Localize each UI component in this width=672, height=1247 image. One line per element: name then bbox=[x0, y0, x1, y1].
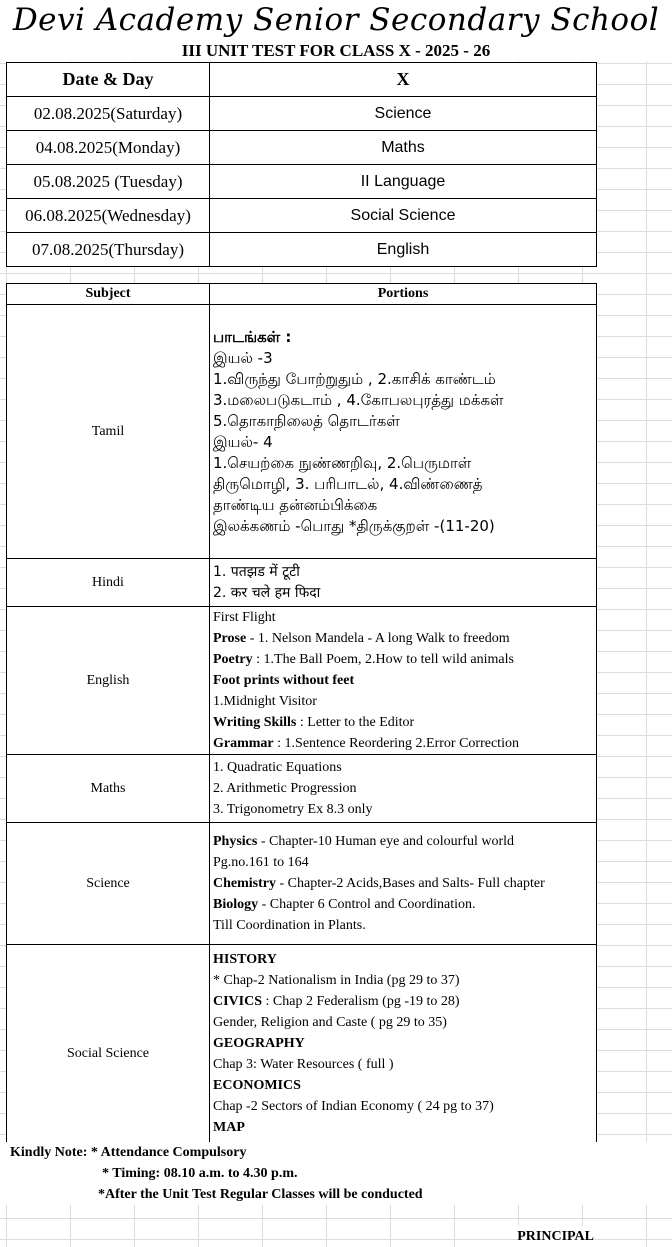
section-label: Poetry bbox=[213, 652, 253, 667]
portion-content bbox=[210, 755, 597, 823]
portion-line: Till Coordination in Plants. bbox=[213, 918, 366, 933]
portion-line bbox=[213, 712, 596, 733]
portion-row-tamil bbox=[7, 305, 597, 559]
section-text: - Chapter-10 Human eye and colourful world bbox=[257, 834, 515, 849]
date-day-header: Date & Day bbox=[7, 63, 210, 97]
subject-name: Hindi bbox=[7, 559, 210, 607]
portion-line: Chap -2 Sectors of Indian Economy ( 24 pg to 37) bbox=[213, 1098, 494, 1114]
portion-line: 1.Midnight Visitor bbox=[213, 694, 317, 709]
portion-line: 1. पतझड में टूटी bbox=[213, 563, 300, 580]
exam-date: 02.08.2025(Saturday) bbox=[7, 97, 210, 131]
portion-content bbox=[210, 945, 597, 1163]
portion-row-science bbox=[7, 823, 597, 945]
portion-line bbox=[213, 649, 596, 670]
portion-row-hindi bbox=[7, 559, 597, 607]
portions-header-row bbox=[7, 284, 597, 305]
table-row bbox=[7, 233, 597, 267]
section-label: Chemistry bbox=[213, 876, 276, 891]
portion-line: 2. Arithmetic Progression bbox=[213, 781, 357, 796]
notes-section bbox=[0, 1142, 672, 1205]
portion-line: 1.விருந்து போற்றுதும் , 2.காசிக் காண்டம் bbox=[213, 369, 496, 388]
exam-date: 06.08.2025(Wednesday) bbox=[7, 199, 210, 233]
exam-schedule-table bbox=[6, 62, 597, 267]
subject-name: Maths bbox=[7, 755, 210, 823]
portions-table bbox=[6, 283, 597, 1163]
section-text: - Chapter-2 Acids,Bases and Salts- Full chapter bbox=[276, 876, 545, 891]
portion-line bbox=[213, 831, 596, 852]
portion-line: இயல்- 4 bbox=[213, 432, 273, 451]
section-label: HISTORY bbox=[213, 951, 277, 967]
section-text: : Letter to the Editor bbox=[296, 715, 415, 730]
section-label: Grammar bbox=[213, 736, 274, 751]
exam-date: 05.08.2025 (Tuesday) bbox=[7, 165, 210, 199]
portion-line: 1. Quadratic Equations bbox=[213, 760, 342, 775]
portion-content bbox=[210, 607, 597, 755]
portion-line bbox=[213, 1033, 596, 1054]
portion-line: 5.தொகாநிலைத் தொடர்கள் bbox=[213, 411, 400, 430]
subject-name: English bbox=[7, 607, 210, 755]
subject-name: Tamil bbox=[7, 305, 210, 559]
subject-name: Science bbox=[7, 823, 210, 945]
portion-line bbox=[213, 1117, 596, 1138]
portion-line bbox=[213, 991, 596, 1012]
schedule-header-row bbox=[7, 63, 597, 97]
portion-row-social-science bbox=[7, 945, 597, 1163]
portion-line bbox=[213, 894, 596, 915]
section-label: Prose bbox=[213, 631, 247, 646]
table-row bbox=[7, 97, 597, 131]
exam-subject: II Language bbox=[210, 165, 597, 199]
table-row bbox=[7, 165, 597, 199]
section-label: CIVICS bbox=[213, 993, 263, 1009]
exam-date: 07.08.2025(Thursday) bbox=[7, 233, 210, 267]
portion-line bbox=[213, 949, 596, 970]
section-label: Writing Skills bbox=[213, 715, 297, 730]
portion-line: * Chap-2 Nationalism in India (pg 29 to 37) bbox=[213, 972, 460, 988]
section-text: : 1.The Ball Poem, 2.How to tell wild animals bbox=[252, 652, 514, 667]
portion-line: தாண்டிய தன்னம்பிக்கை bbox=[213, 495, 378, 514]
table-row bbox=[7, 131, 597, 165]
test-title: III UNIT TEST FOR CLASS X - 2025 - 26 bbox=[0, 40, 672, 61]
subject-name: Social Science bbox=[7, 945, 210, 1163]
portion-content bbox=[210, 559, 597, 607]
portion-line bbox=[213, 1075, 596, 1096]
section-label: Physics bbox=[213, 834, 258, 849]
exam-subject: Science bbox=[210, 97, 597, 131]
section-label: MAP bbox=[213, 1119, 245, 1135]
note-line: Kindly Note: * Attendance Compulsory bbox=[0, 1142, 672, 1163]
note-line: *After the Unit Test Regular Classes will be conducted bbox=[0, 1184, 672, 1205]
table-row bbox=[7, 199, 597, 233]
section-label: ECONOMICS bbox=[213, 1077, 301, 1093]
school-name: Devi Academy Senior Secondary School bbox=[0, 0, 672, 40]
portion-line bbox=[213, 873, 596, 894]
section-label: Biology bbox=[213, 897, 259, 912]
portion-line: பாடங்கள் : bbox=[213, 327, 292, 346]
section-label: GEOGRAPHY bbox=[213, 1035, 305, 1051]
portion-line: 2. कर चले हम फिदा bbox=[213, 584, 321, 601]
exam-subject: Maths bbox=[210, 131, 597, 165]
portion-line bbox=[213, 628, 596, 649]
exam-subject: Social Science bbox=[210, 199, 597, 233]
portion-line: 3. Trigonometry Ex 8.3 only bbox=[213, 802, 373, 817]
portion-line: Chap 3: Water Resources ( full ) bbox=[213, 1056, 394, 1072]
portion-content bbox=[210, 305, 597, 559]
section-label: Foot prints without feet bbox=[213, 673, 355, 688]
portion-line: திருமொழி, 3. பரிபாடல், 4.விண்ணைத் bbox=[213, 474, 483, 493]
portion-line bbox=[213, 733, 596, 754]
portion-row-maths bbox=[7, 755, 597, 823]
portions-header: Portions bbox=[210, 284, 597, 305]
portion-line: இலக்கணம் -பொது *திருக்குறள் -(11-20) bbox=[213, 516, 495, 535]
note-line: * Timing: 08.10 a.m. to 4.30 p.m. bbox=[0, 1163, 672, 1184]
portion-content bbox=[210, 823, 597, 945]
section-text: : Chap 2 Federalism (pg -19 to 28) bbox=[262, 993, 460, 1009]
portion-line: இயல் -3 bbox=[213, 348, 273, 367]
section-text: - Chapter 6 Control and Coordination. bbox=[258, 897, 476, 912]
section-text: - 1. Nelson Mandela - A long Walk to freedom bbox=[246, 631, 510, 646]
portion-line: Gender, Religion and Caste ( pg 29 to 35) bbox=[213, 1014, 447, 1030]
section-text: : 1.Sentence Reordering 2.Error Correction bbox=[273, 736, 519, 751]
class-header: X bbox=[210, 63, 597, 97]
principal-signature-label: PRINCIPAL bbox=[517, 1226, 594, 1247]
portion-line: 3.மலைபடுகடாம் , 4.கோபலபுரத்து மக்கள் bbox=[213, 390, 504, 409]
subject-header: Subject bbox=[7, 284, 210, 305]
exam-subject: English bbox=[210, 233, 597, 267]
portion-line: First Flight bbox=[213, 610, 276, 625]
portion-line: Pg.no.161 to 164 bbox=[213, 855, 309, 870]
portion-line: 1.செயற்கை நுண்ணறிவு, 2.பெருமாள் bbox=[213, 453, 472, 472]
portion-line bbox=[213, 670, 596, 691]
exam-date: 04.08.2025(Monday) bbox=[7, 131, 210, 165]
portion-row-english bbox=[7, 607, 597, 755]
